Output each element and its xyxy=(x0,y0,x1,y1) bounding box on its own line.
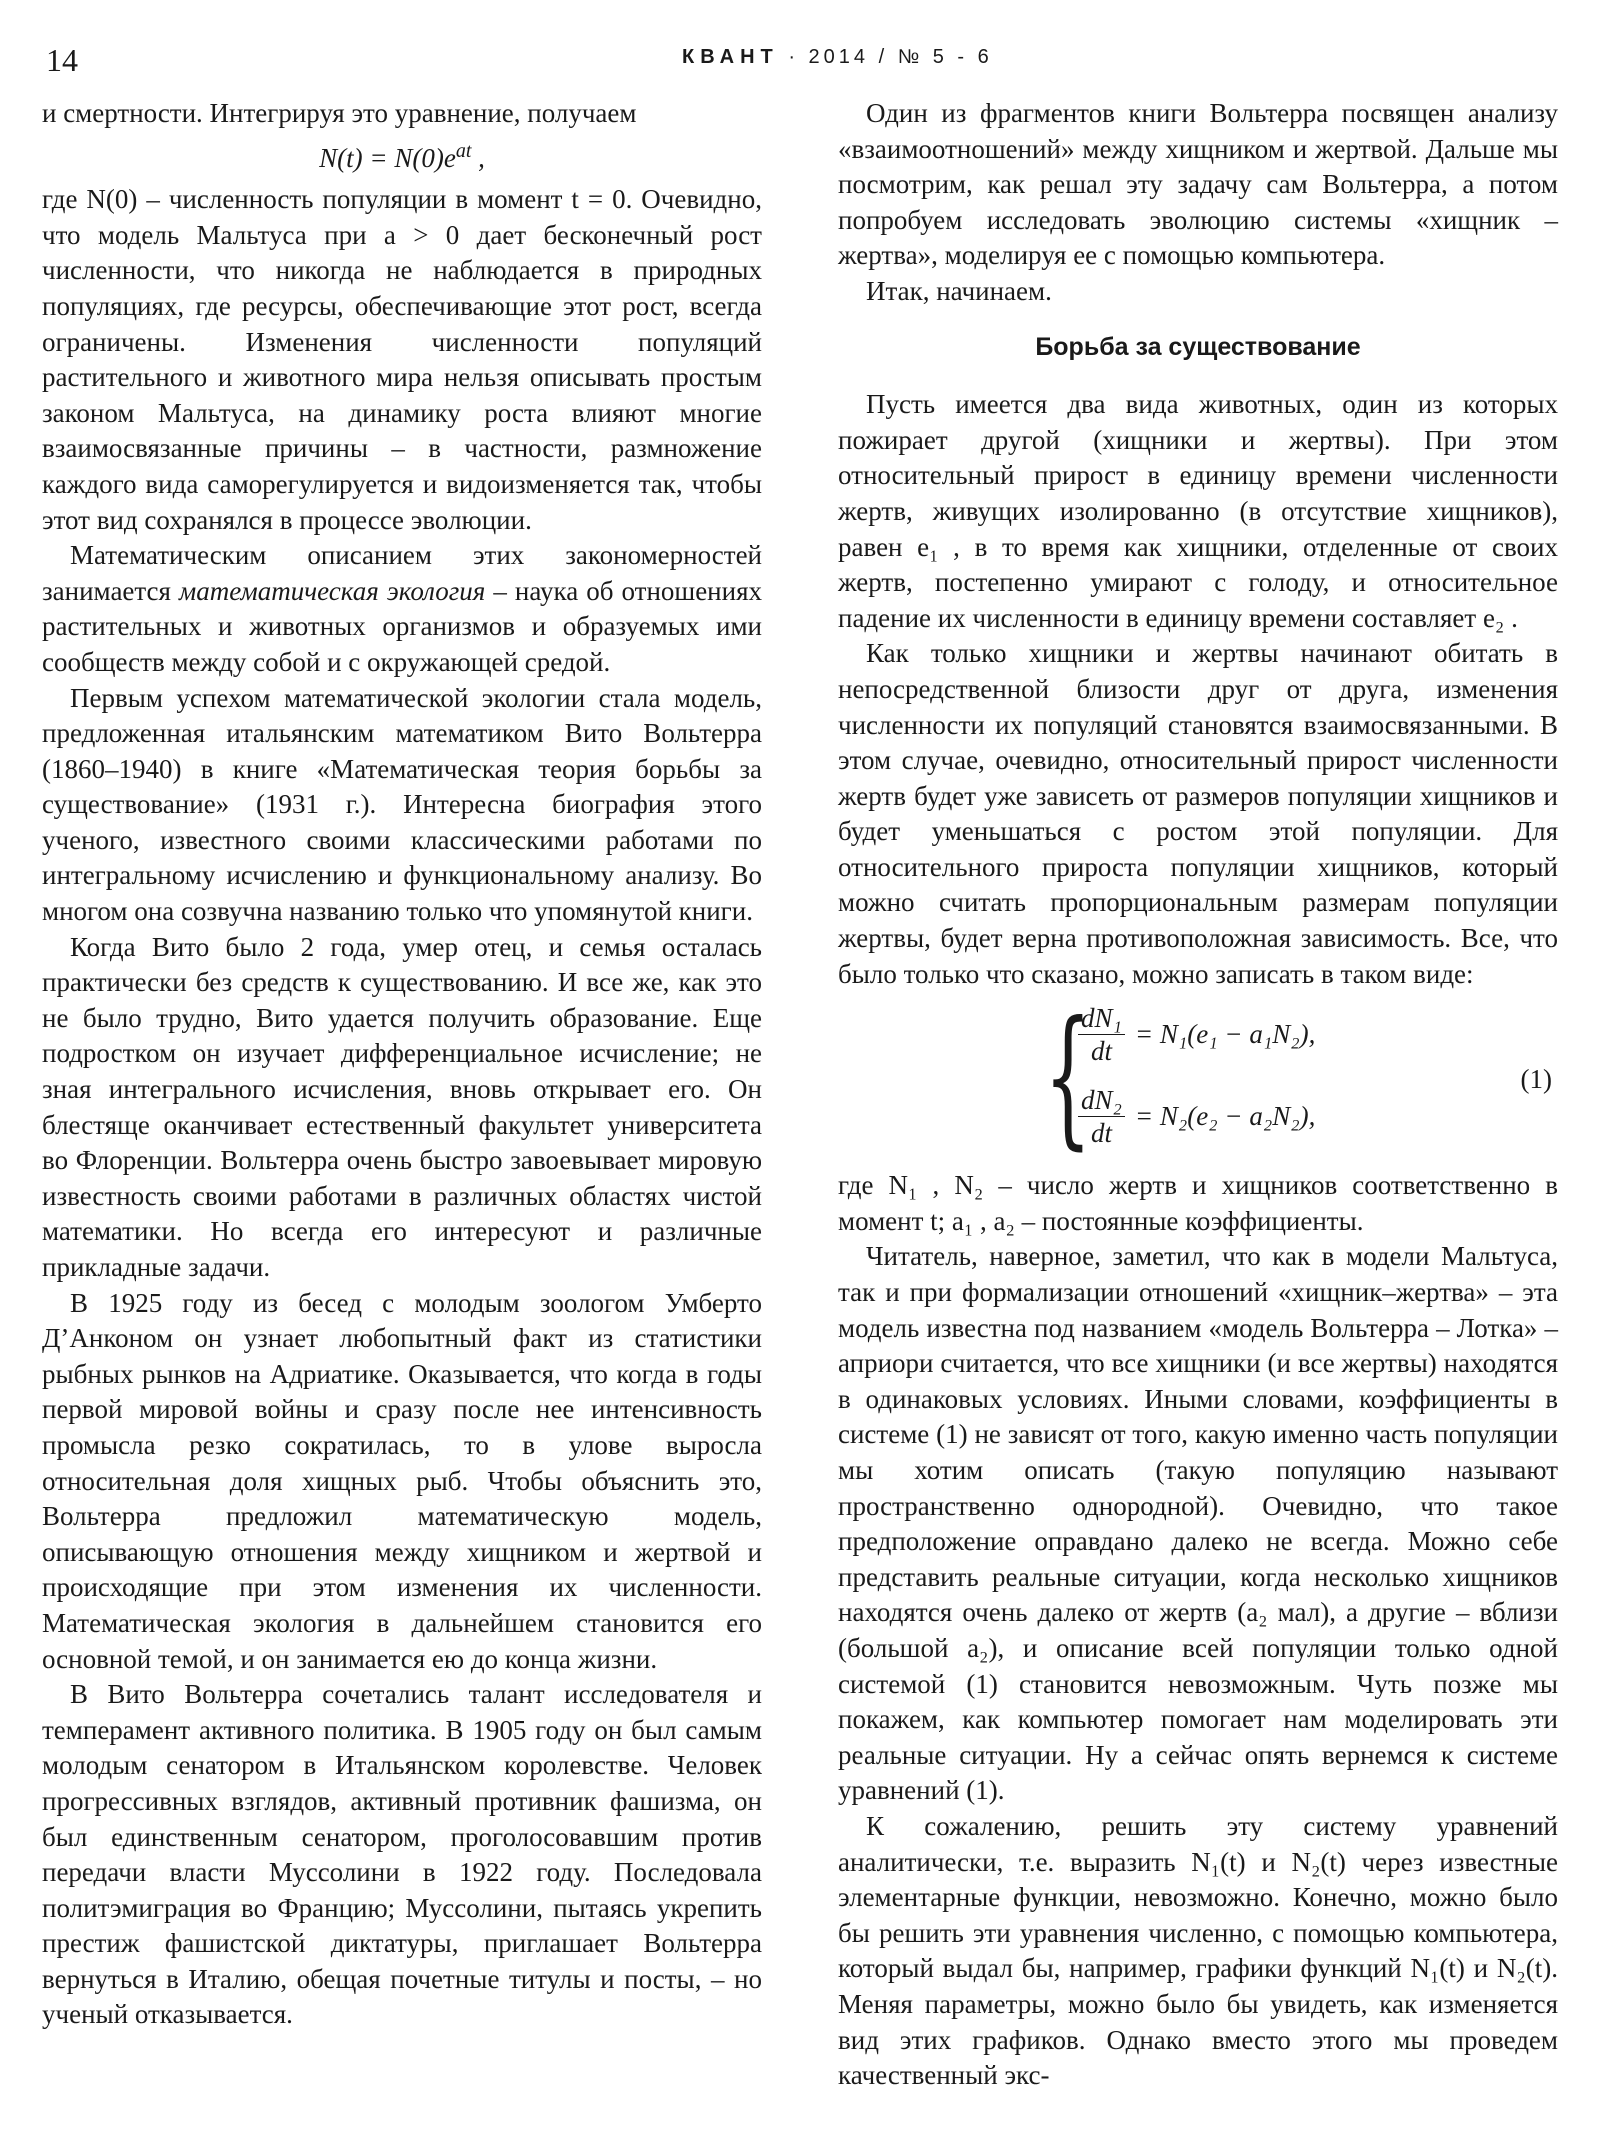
equation-rhs: = N₂(e₂ − a₂N₂), xyxy=(1134,1100,1316,1131)
paragraph: Пусть имеется два вида животных, один из которых пожирает другой (хищники и жертвы). При этом относительный прирост в единицу времени численности жертв, живущих изолированно (в отсутствие хищников), равен e₁ , в то время как хищники, отделенные от своих жертв, постепенно умирают с голоду, и относительное падение их численности в единицу времени составляет e₂ . xyxy=(838,389,1558,633)
section-heading: Борьба за существование xyxy=(1035,332,1361,361)
text-span: – наука об отношениях растительных и животных организмов и образуемых ими сообществ между собой и с окружающей средой. xyxy=(42,575,762,677)
brace-symbol: { xyxy=(1044,990,1092,1165)
page-header xyxy=(42,42,1558,82)
paragraph: В Вито Вольтерра сочетались талант исследователя и темперамент активного политика. В 1905 году он был самым молодым сенатором в Итальянском королевстве. Человек прогрессивных взглядов, активный противник фашизма, он был единственным сенатором, проголосовавшим против передачи власти Муссолини в 1922 году. Последовала политэмиграция во Францию; Муссолини, пытаясь укрепить престиж фашистской диктатуры, приглашает Вольтерра вернуться в Италию, обещая почетные титулы и посты, – но ученый отказывается. xyxy=(42,1679,762,2030)
paragraph xyxy=(42,538,762,680)
emphasis-term: математическая экология xyxy=(179,575,486,606)
paragraph: Когда Вито было 2 года, умер отец, и семья осталась практически без средств к существованию. И все же, как это не было трудно, Вито удается получить образование. Еще подростком он изучает дифференциальное исчисление; не зная интегрального исчисления, вновь открывает его. Он блестяще оканчивает естественный факультет университета во Флоренции. Вольтерра очень быстро завоевывает мировую известность своими работами в различных областях чистой математики. Но всегда его интересуют и различные прикладные задачи. xyxy=(42,931,762,1282)
fraction-denominator: dt xyxy=(1090,1118,1112,1149)
formula-exponent: at xyxy=(455,139,472,162)
equation-2 xyxy=(1078,1084,1315,1149)
page-number: 14 xyxy=(46,42,78,78)
formula-tail: , xyxy=(471,142,485,173)
paragraph: К сожалению, решить эту систему уравнений аналитически, т.е. выразить N₁(t) и N₂(t) через известные элементарные функции, невозможно. Конечно, можно было бы решить эти уравнения численно, с помощью компьютера, который выдал бы, например, графики функций N₁(t) и N₂(t). Меняя параметры, можно было бы увидеть, как изменяется вид этих графиков. Однако вместо этого мы проведем качественный экс- xyxy=(838,1810,1558,2091)
left-column xyxy=(42,96,762,2033)
paragraph: В 1925 году из бесед с молодым зоологом Умберто Д’Анконом он узнает любопытный факт из статистики рыбных рынков на Адриатике. Оказывается, что когда в годы первой мировой войны и сразу после нее интенсивность промысла резко сократилась, то в улове выросла относительная доля хищных рыб. Чтобы объяснить это, Вольтерра предложил математическую модель, описывающую отношения между хищником и жертвой и происходящие при этом изменения их численности. Математическая экология в дальнейшем становится его основной темой, и он занимается ею до конца жизни. xyxy=(42,1287,762,1674)
paragraph: Первым успехом математической экологии стала модель, предложенная итальянским математиком Вито Вольтерра (1860–1940) в книге «Математическая теория борьбы за существование» (1931 г.). Интересна биография этого ученого, известного своими классическими работами по интегральному исчислению и функциональному анализу. Во многом она созвучна названию только что упомянутой книги. xyxy=(42,682,762,927)
equation-system xyxy=(838,990,1558,1166)
fraction xyxy=(1078,1002,1125,1067)
paragraph: где N(0) – численность популяции в момент t = 0. Очевидно, что модель Мальтуса при a > 0 дает бесконечный рост численности, что никогда не наблюдается в природных популяциях, где ресурсы, обеспечивающие этот рост, всегда ограничены. Изменения численности популяций растительного и животного мира нельзя описывать простым законом Мальтуса, на динамику роста влияют многие взаимосвязанные причины – в частности, размножение каждого вида саморегулируется и видоизменяется так, чтобы этот вид сохранялся в процессе эволюции. xyxy=(42,184,762,535)
fraction-numerator: dN₁ xyxy=(1078,1002,1125,1035)
paragraph: Читатель, наверное, заметил, что как в модели Мальтуса, так и при формализации отношений «хищник–жертва» – эта модель известна под названием «модель Вольтерра – Лотка» – априори считается, что все хищники (и все жертвы) находятся в одинаковых условиях. Иными словами, коэффициенты в системе (1) не зависят от того, какую именно часть популяции мы хотим описать (такую популяцию называют пространственно однородной). Очевидно, что такое предположение оправдано далеко не всегда. Можно себе представить реальные ситуации, когда несколько хищников находятся очень далеко от жертв (a₂ мал), а другие – вблизи (большой a₂), и описание всей популяции только одной системой (1) становится невозможным. Чуть позже мы покажем, как компьютер помогает нам моделировать эти реальные ситуации. Ну а сейчас опять вернемся к системе уравнений (1). xyxy=(838,1241,1558,1806)
paragraph: и смертности. Интегрируя это уравнение, получаем xyxy=(42,98,637,128)
right-column xyxy=(838,96,1558,2094)
fraction-numerator: dN₂ xyxy=(1078,1084,1125,1117)
malthus-formula xyxy=(42,134,762,177)
fraction xyxy=(1078,1084,1125,1149)
issue-label: · 2014 / № 5 - 6 xyxy=(788,46,993,68)
formula-lhs: N(t) = N(0)e xyxy=(319,142,456,173)
running-head xyxy=(682,46,993,69)
equation-1 xyxy=(1078,1002,1315,1067)
paragraph: Итак, начинаем. xyxy=(866,275,1052,306)
paragraph: Один из фрагментов книги Вольтерра посвящен анализу «взаимоотношений» между хищником и жертвой. Дальше мы посмотрим, как решал эту задачу сам Вольтерра, а потом попробуем исследовать эволюцию системы «хищник – жертва», моделируя ее с помощью компьютера. xyxy=(838,98,1558,271)
fraction-denominator: dt xyxy=(1090,1036,1112,1067)
magazine-title: КВАНТ xyxy=(682,46,779,68)
text-span: Математическим описанием этих закономерностей занимается xyxy=(42,540,762,606)
equation-rhs: = N₁(e₁ − a₁N₂), xyxy=(1134,1018,1316,1049)
paragraph: где N₁ , N₂ – число жертв и хищников соответственно в момент t; a₁ , a₂ – постоянные коэффициенты. xyxy=(838,1170,1558,1236)
paragraph: Как только хищники и жертвы начинают обитать в непосредственной близости друг от друга, изменения численности их популяций становятся взаимосвязанными. В этом случае, очевидно, относительный прирост численности жертв будет уже зависеть от размеров популяции хищников и будет уменьшаться с ростом этой популяции. Для относительного прироста популяции хищников, который можно считать пропорциональным размерам популяции жертвы, будет верна противоположная зависимость. Все, что было только что сказано, можно записать в таком виде: xyxy=(838,638,1558,989)
equation-number: (1) xyxy=(1520,1064,1552,1095)
